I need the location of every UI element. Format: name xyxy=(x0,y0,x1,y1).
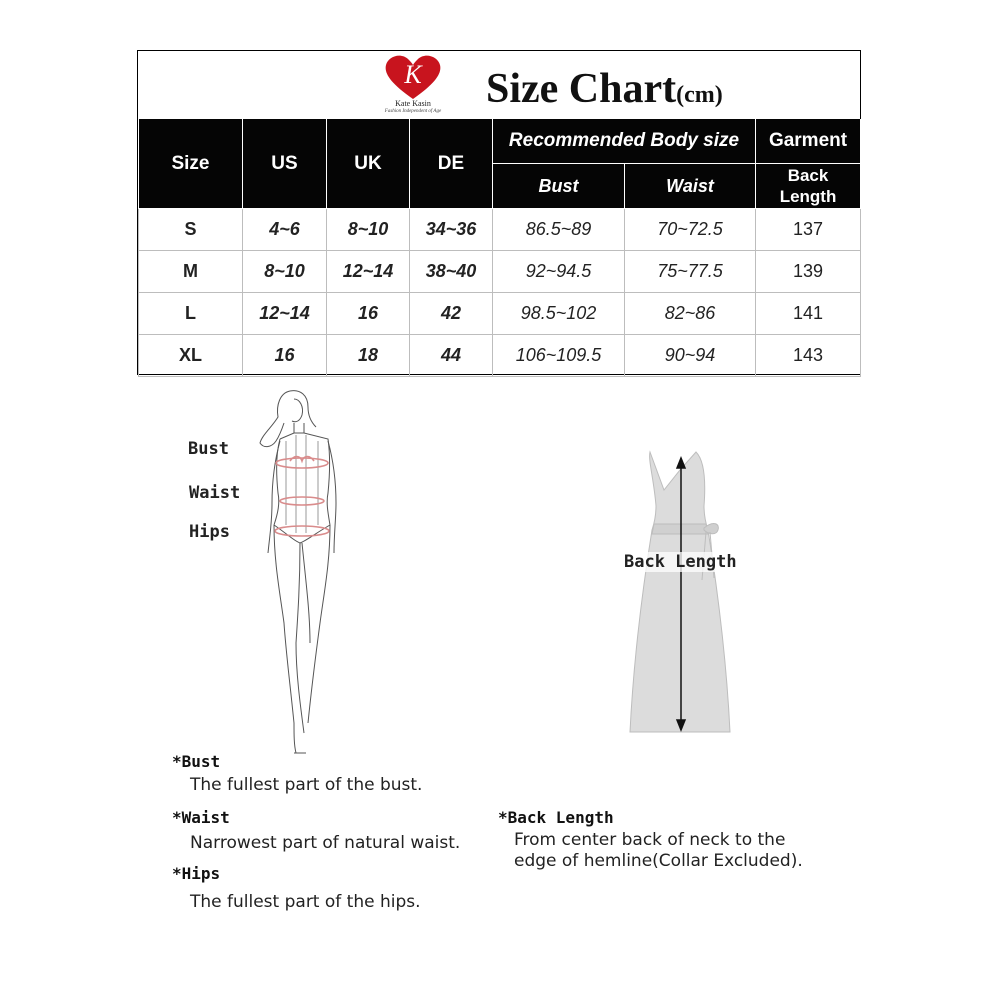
title-main: Size Chart xyxy=(486,66,677,112)
title-unit: (cm) xyxy=(676,82,723,108)
cell-waist: 90~94 xyxy=(625,335,756,377)
chart-banner xyxy=(138,51,860,119)
cell-bust: 92~94.5 xyxy=(493,251,625,293)
cell-waist: 70~72.5 xyxy=(625,209,756,251)
cell-waist: 75~77.5 xyxy=(625,251,756,293)
note-back-length-line1: From center back of neck to the xyxy=(514,830,786,850)
dress-illustration xyxy=(620,450,740,735)
table-row xyxy=(139,293,861,335)
cell-bust: 86.5~89 xyxy=(493,209,625,251)
cell-back-length: 143 xyxy=(756,335,861,377)
cell-uk: 16 xyxy=(327,293,410,335)
header-size: Size xyxy=(139,119,243,209)
note-bust-heading: *Bust xyxy=(172,752,221,771)
cell-back-length: 139 xyxy=(756,251,861,293)
page-title xyxy=(486,65,723,113)
figure-label-waist: Waist xyxy=(189,483,241,503)
cell-uk: 12~14 xyxy=(327,251,410,293)
size-table xyxy=(138,119,861,377)
header-waist: Waist xyxy=(625,164,756,209)
brand-tagline: Fashion Independent of Age xyxy=(384,109,442,114)
figure-label-back-length: Back Length xyxy=(624,552,737,572)
cell-de: 42 xyxy=(410,293,493,335)
brand-name: Kate Kasin xyxy=(395,99,431,108)
waist-measure-line xyxy=(280,497,324,505)
cell-size: M xyxy=(139,251,243,293)
cell-size: L xyxy=(139,293,243,335)
note-back-length-line2: edge of hemline(Collar Excluded). xyxy=(514,851,803,871)
cell-de: 44 xyxy=(410,335,493,377)
cell-us: 4~6 xyxy=(243,209,327,251)
arrow-up-icon xyxy=(677,458,685,468)
cell-waist: 82~86 xyxy=(625,293,756,335)
logo-letter: K xyxy=(404,60,422,89)
cell-de: 34~36 xyxy=(410,209,493,251)
note-bust-text: The fullest part of the bust. xyxy=(190,775,423,795)
note-hips-text: The fullest part of the hips. xyxy=(190,892,421,912)
cell-back-length: 141 xyxy=(756,293,861,335)
note-waist-text: Narrowest part of natural waist. xyxy=(190,833,461,853)
figure-label-bust: Bust xyxy=(188,439,229,459)
cell-us: 16 xyxy=(243,335,327,377)
cell-bust: 98.5~102 xyxy=(493,293,625,335)
header-garment: Garment xyxy=(756,119,861,164)
heart-icon xyxy=(382,53,444,101)
cell-de: 38~40 xyxy=(410,251,493,293)
cell-back-length: 137 xyxy=(756,209,861,251)
cell-uk: 18 xyxy=(327,335,410,377)
note-back-length-heading: *Back Length xyxy=(498,808,614,827)
body-figure-illustration xyxy=(250,383,350,755)
brand-logo xyxy=(382,53,444,117)
table-row xyxy=(139,209,861,251)
cell-bust: 106~109.5 xyxy=(493,335,625,377)
cell-size: XL xyxy=(139,335,243,377)
figure-label-hips: Hips xyxy=(189,522,230,542)
note-waist-heading: *Waist xyxy=(172,808,230,827)
note-hips-heading: *Hips xyxy=(172,864,221,883)
header-back-line1: Back xyxy=(787,166,829,185)
table-row xyxy=(139,251,861,293)
header-de: DE xyxy=(410,119,493,209)
size-chart xyxy=(137,50,861,375)
table-row xyxy=(139,335,861,377)
cell-uk: 8~10 xyxy=(327,209,410,251)
header-uk: UK xyxy=(327,119,410,209)
header-back-line2: Length xyxy=(779,187,837,206)
header-bust: Bust xyxy=(493,164,625,209)
header-back-length xyxy=(756,164,861,209)
cell-us: 8~10 xyxy=(243,251,327,293)
cell-size: S xyxy=(139,209,243,251)
header-us: US xyxy=(243,119,327,209)
header-body-size: Recommended Body size xyxy=(493,119,756,164)
cell-us: 12~14 xyxy=(243,293,327,335)
